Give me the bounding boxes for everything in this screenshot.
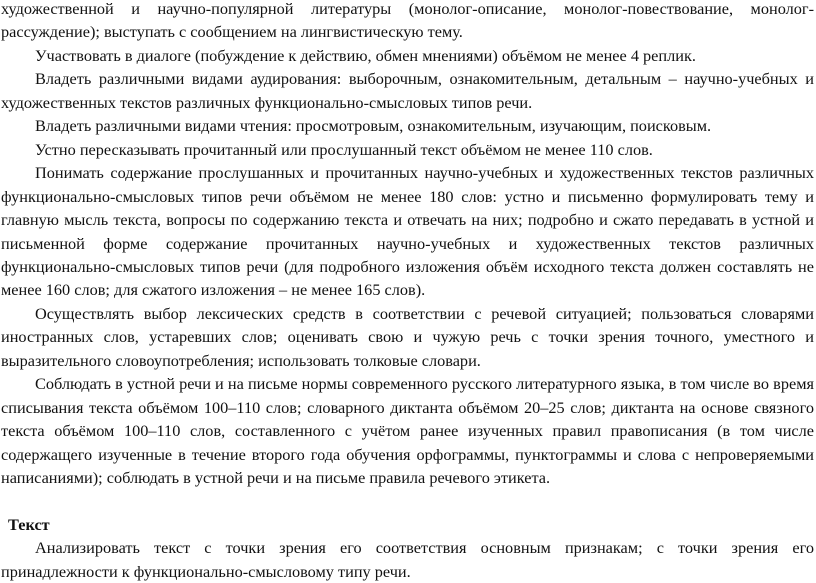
paragraph-monolog-continuation: художественной и научно-популярной литературы (монолог-описание, монолог-повествование, монолог-рассуждение); выступать с сообщением на лингвистическую тему. — [1, 0, 814, 42]
paragraph-retelling: Устно пересказывать прочитанный или прослушанный текст объёмом не менее 110 слов. — [35, 139, 653, 159]
paragraph-dialogue: Участвовать в диалоге (побуждение к действию, обмен мнениями) объёмом не менее 4 реплик. — [35, 45, 696, 65]
paragraph-text-analysis: Анализировать текст с точки зрения его соответствия основным признакам; с точки зрения его принадлежности к функционально-смысловому типу речи. — [1, 538, 814, 581]
paragraph-comprehension: Понимать содержание прослушанных и прочитанных научно-учебных и художественных текстов различных функционально-смысловых типов речи объёмом не менее 180 слов: устно и письменно формулировать тему и главную мысль текста, вопросы по содержанию текста и отвечать на них; подробно и сжато передавать в устной и письменной форме содержание прочитанных научно-учебных и художественных текстов различных функционально-смысловых типов речи (для подробного изложения объём исходного текста должен составлять не менее 160 слов; для сжатого изложения – не менее 165 слов). — [1, 163, 814, 300]
paragraph-reading: Владеть различными видами чтения: просмотровым, ознакомительным, изучающим, поисковым. — [35, 116, 712, 136]
section-spacer — [0, 490, 816, 513]
section-heading-text: Текст — [8, 514, 50, 534]
paragraph-lexical-choice: Осуществлять выбор лексических средств в соответствии с речевой ситуацией; пользоваться словарями иностранных слов, устаревших слов; оценивать свою и чужую речь с точки зрения точного, уместного и выразительного словоупотребления; использовать толковые словари. — [1, 303, 814, 370]
paragraph-listening: Владеть различными видами аудирования: выборочным, ознакомительным, детальным – научно-учебных и художественных текстов различных функционально-смысловых типов речи. — [1, 69, 814, 112]
paragraph-language-norms: Соблюдать в устной речи и на письме нормы современного русского литературного языка, в том числе во время списывания текста объёмом 100–110 слов; словарного диктанта объёмом 20–25 слов; диктанта на основе связного текста объёмом 100–110 слов, составленного с учётом ранее изученных правил правописания (в том числе содержащего изученные в течение второго года обучения орфограммы, пунктограммы и слова с непроверяемыми написаниями); соблюдать в устной речи и на письме правила речевого этикета. — [1, 374, 814, 488]
